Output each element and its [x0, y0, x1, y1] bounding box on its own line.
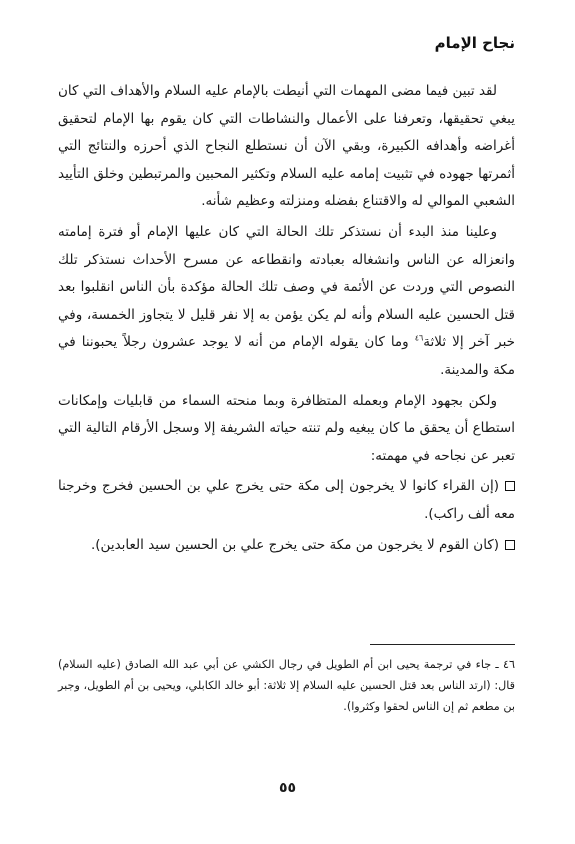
- paragraph-3: ولكن بجهود الإمام وبعمله المتظافرة وبما منحته السماء من قابليات وإمكانات استطاع أن يحقق ما كان يبغيه ولم تنته حياته الشريفة إلا وسجل الأرقام التالية التي تعبر عن نجاحه في مهمته:: [58, 392, 515, 464]
- main-body-text: [58, 78, 515, 562]
- checklist-item: [58, 532, 515, 560]
- page-number: ٥٥: [278, 780, 297, 796]
- paragraph-1: لقد تبين فيما مضى المهمات التي أنيطت بالإمام عليه السلام والأهداف التي كان يبغي تحقيقها، وتعرفنا على الأعمال والنشاطات التي كان يقوم بها الإمام لتحقيق أغراضه وأهدافه الكبيرة، وبقي الآن أن نستطلع النجاح الذي أحرزه والنتائج التي أثمرتها جهوده في تثبيت إمامه عليه السلام وتكثير المحبين والمرتبطين وخلق التأييد الشعبي الموالي له والاقتناع بفضله ومنزلته وعظيم شأنه.: [58, 83, 515, 210]
- paragraph-2: [58, 219, 515, 385]
- footnote-reference[interactable]: ٤٦: [414, 333, 424, 343]
- checklist-item-text: (إن القراء كانوا لا يخرجون إلى مكة حتى يخرج علي بن الحسين فخرج وخرجنا معه ألف راكب).: [58, 478, 515, 522]
- checkbox-icon: [505, 481, 515, 491]
- footnote-text: ٤٦ ـ جاء في ترجمة يحيى ابن أم الطويل في رجال الكشي عن أبي عبد الله الصادق (عليه السلام) قال: (ارتد الناس بعد قتل الحسين عليه السلام إلا ثلاثة: أبو خالد الكابلي، ويحيى بن أم الطويل، وجبر بن مطعم ثم إن الناس لحقوا وكثروا).: [58, 658, 515, 713]
- checkbox-icon: [505, 540, 515, 550]
- checklist: [58, 473, 515, 559]
- paragraph-2-part-1: وعلينا منذ البدء أن نستذكر تلك الحالة التي كان عليها الإمام أو فترة إمامته وانعزاله عن الناس وانشغاله بعبادته وانقطاعه عن مسرح الأحداث نستذكر تلك النصوص التي وردت عن الأئمة في وصف تلك الحالة مؤكدة بأن الناس انقلبوا بعد قتل الحسين عليه السلام وأنه لم يكن يؤمن به إلا نفر قليل لا يتجاوز الخمسة، وفي خبر آخر إلا ثلاثة: [58, 223, 515, 351]
- footnote-divider: [370, 644, 515, 645]
- checklist-item: [58, 473, 515, 528]
- checklist-item-text: (كان القوم لا يخرجون من مكة حتى يخرج علي بن الحسين سيد العابدين).: [90, 536, 499, 553]
- paragraph-2-part-2: وما كان يقوله الإمام من أنه لا يوجد عشرون رجلاً يحبوننا في مكة والمدينة.: [58, 334, 515, 378]
- running-header-title: نجاح الإمام: [434, 34, 515, 52]
